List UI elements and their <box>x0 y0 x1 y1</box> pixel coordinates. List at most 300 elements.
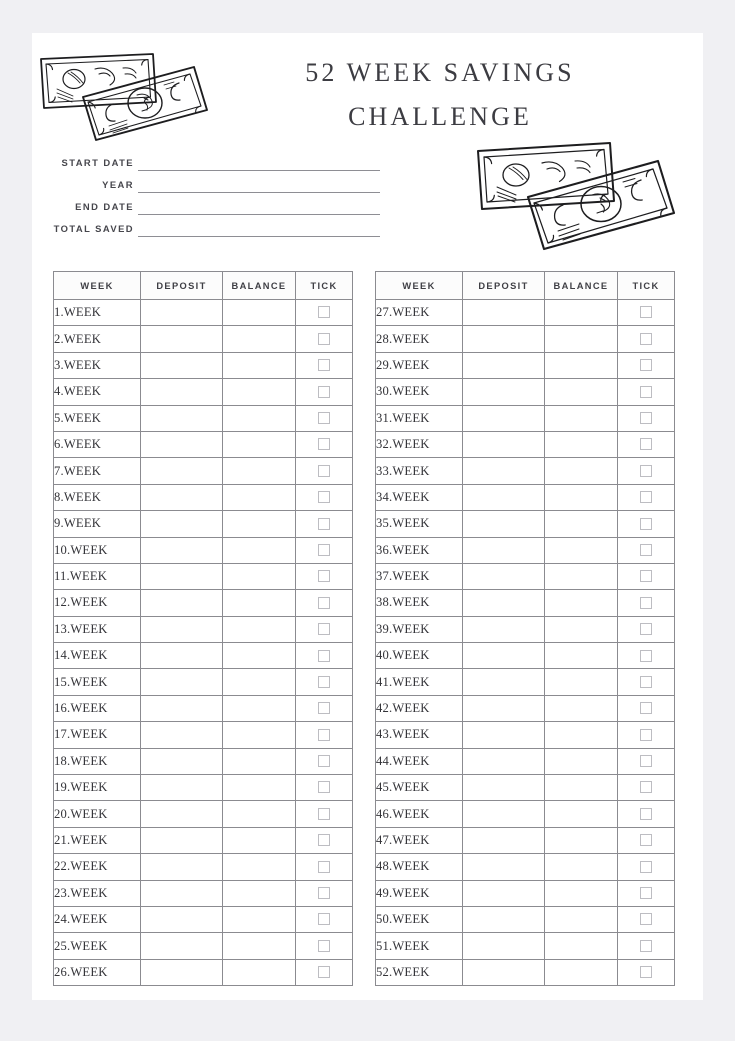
deposit-cell[interactable] <box>463 326 545 352</box>
tick-checkbox[interactable] <box>318 359 330 371</box>
table-row <box>376 616 675 642</box>
table-row <box>376 827 675 853</box>
table-row <box>376 933 675 959</box>
week-label-cell: 20.WEEK <box>54 801 141 827</box>
table-row <box>54 458 353 484</box>
balance-cell[interactable] <box>545 880 618 906</box>
tick-cell[interactable] <box>618 748 675 774</box>
tick-checkbox[interactable] <box>318 861 330 873</box>
tick-checkbox[interactable] <box>318 465 330 477</box>
balance-cell[interactable] <box>545 827 618 853</box>
deposit-cell[interactable] <box>463 431 545 457</box>
deposit-cell[interactable] <box>463 458 545 484</box>
balance-cell[interactable] <box>223 300 296 326</box>
deposit-cell[interactable] <box>141 643 223 669</box>
table-row <box>376 906 675 932</box>
deposit-cell[interactable] <box>141 537 223 563</box>
tick-cell[interactable] <box>296 484 353 510</box>
tick-checkbox[interactable] <box>318 333 330 345</box>
deposit-cell[interactable] <box>141 405 223 431</box>
balance-cell[interactable] <box>545 933 618 959</box>
tick-cell[interactable] <box>618 431 675 457</box>
tick-cell[interactable] <box>618 326 675 352</box>
table-body-left <box>54 300 353 986</box>
deposit-cell[interactable] <box>141 695 223 721</box>
deposit-cell[interactable] <box>463 906 545 932</box>
page-title-line-1: 52 WEEK SAVINGS <box>305 58 575 87</box>
tick-checkbox[interactable] <box>318 306 330 318</box>
tick-checkbox[interactable] <box>640 333 652 345</box>
tick-checkbox[interactable] <box>318 729 330 741</box>
table-row <box>376 695 675 721</box>
balance-cell[interactable] <box>223 405 296 431</box>
table-row <box>376 643 675 669</box>
deposit-cell[interactable] <box>141 827 223 853</box>
deposit-cell[interactable] <box>141 379 223 405</box>
week-label-cell: 51.WEEK <box>376 933 463 959</box>
total-saved-input[interactable] <box>138 236 380 237</box>
tick-cell[interactable] <box>296 326 353 352</box>
deposit-cell[interactable] <box>463 669 545 695</box>
balance-cell[interactable] <box>223 669 296 695</box>
tick-checkbox[interactable] <box>318 940 330 952</box>
balance-cell[interactable] <box>223 906 296 932</box>
tick-checkbox[interactable] <box>640 518 652 530</box>
tick-cell[interactable] <box>296 748 353 774</box>
table-row <box>54 563 353 589</box>
deposit-cell[interactable] <box>463 959 545 985</box>
balance-cell[interactable] <box>545 431 618 457</box>
page-title <box>240 51 640 139</box>
balance-cell[interactable] <box>223 563 296 589</box>
table-body-right <box>376 300 675 986</box>
table-row <box>54 484 353 510</box>
balance-cell[interactable] <box>545 379 618 405</box>
tick-cell[interactable] <box>618 669 675 695</box>
balance-cell[interactable] <box>223 643 296 669</box>
deposit-cell[interactable] <box>141 431 223 457</box>
tick-checkbox[interactable] <box>640 491 652 503</box>
balance-cell[interactable] <box>545 484 618 510</box>
page-title-line-2: CHALLENGE <box>348 102 532 131</box>
week-label-cell: 40.WEEK <box>376 643 463 669</box>
tick-cell[interactable] <box>618 643 675 669</box>
end-date-label: END DATE <box>75 201 134 212</box>
tick-cell[interactable] <box>296 959 353 985</box>
balance-cell[interactable] <box>223 326 296 352</box>
tick-checkbox[interactable] <box>640 861 652 873</box>
tick-checkbox[interactable] <box>640 386 652 398</box>
week-label-cell: 39.WEEK <box>376 616 463 642</box>
balance-cell[interactable] <box>545 563 618 589</box>
deposit-cell[interactable] <box>463 643 545 669</box>
tick-cell[interactable] <box>296 431 353 457</box>
tick-cell[interactable] <box>296 511 353 537</box>
tick-cell[interactable] <box>296 379 353 405</box>
tick-cell[interactable] <box>618 458 675 484</box>
deposit-cell[interactable] <box>141 563 223 589</box>
tick-cell[interactable] <box>296 352 353 378</box>
money-bills-sketch-top-right <box>462 131 708 251</box>
week-label-cell: 2.WEEK <box>54 326 141 352</box>
tick-cell[interactable] <box>296 827 353 853</box>
tick-cell[interactable] <box>296 695 353 721</box>
tick-checkbox[interactable] <box>640 306 652 318</box>
table-row <box>54 933 353 959</box>
week-label-cell: 24.WEEK <box>54 906 141 932</box>
deposit-cell[interactable] <box>141 590 223 616</box>
tick-cell[interactable] <box>618 484 675 510</box>
week-label-cell: 49.WEEK <box>376 880 463 906</box>
deposit-cell[interactable] <box>463 352 545 378</box>
form-row-total-saved <box>40 216 380 238</box>
tick-checkbox[interactable] <box>640 808 652 820</box>
deposit-cell[interactable] <box>463 695 545 721</box>
balance-cell[interactable] <box>545 748 618 774</box>
tick-checkbox[interactable] <box>640 597 652 609</box>
table-row <box>54 775 353 801</box>
balance-cell[interactable] <box>545 405 618 431</box>
table-row <box>54 854 353 880</box>
deposit-cell[interactable] <box>463 748 545 774</box>
deposit-cell[interactable] <box>141 880 223 906</box>
money-bills-sketch-top-left <box>27 41 217 141</box>
tick-checkbox[interactable] <box>318 755 330 767</box>
tick-cell[interactable] <box>618 906 675 932</box>
balance-cell[interactable] <box>223 379 296 405</box>
deposit-cell[interactable] <box>463 405 545 431</box>
start-date-label: START DATE <box>61 157 134 168</box>
table-row <box>376 537 675 563</box>
tick-checkbox[interactable] <box>640 465 652 477</box>
balance-cell[interactable] <box>223 458 296 484</box>
deposit-cell[interactable] <box>141 458 223 484</box>
total-saved-label: TOTAL SAVED <box>53 223 134 234</box>
week-label-cell: 46.WEEK <box>376 801 463 827</box>
balance-cell[interactable] <box>545 959 618 985</box>
tick-cell[interactable] <box>618 722 675 748</box>
table-row <box>54 748 353 774</box>
week-label-cell: 33.WEEK <box>376 458 463 484</box>
week-label-cell: 8.WEEK <box>54 484 141 510</box>
week-label-cell: 50.WEEK <box>376 906 463 932</box>
table-row <box>376 511 675 537</box>
week-label-cell: 21.WEEK <box>54 827 141 853</box>
deposit-cell[interactable] <box>141 722 223 748</box>
deposit-cell[interactable] <box>463 827 545 853</box>
tick-checkbox[interactable] <box>640 438 652 450</box>
tick-cell[interactable] <box>618 827 675 853</box>
balance-cell[interactable] <box>223 484 296 510</box>
balance-cell[interactable] <box>223 722 296 748</box>
week-label-cell: 26.WEEK <box>54 959 141 985</box>
tick-cell[interactable] <box>296 775 353 801</box>
tick-cell[interactable] <box>618 563 675 589</box>
week-label-cell: 32.WEEK <box>376 431 463 457</box>
tick-cell[interactable] <box>618 379 675 405</box>
balance-cell[interactable] <box>223 801 296 827</box>
tick-checkbox[interactable] <box>640 887 652 899</box>
table-row <box>376 326 675 352</box>
table-row <box>54 695 353 721</box>
deposit-cell[interactable] <box>463 300 545 326</box>
balance-cell[interactable] <box>545 458 618 484</box>
balance-cell[interactable] <box>545 695 618 721</box>
tick-checkbox[interactable] <box>318 518 330 530</box>
deposit-cell[interactable] <box>463 379 545 405</box>
tick-cell[interactable] <box>618 511 675 537</box>
balance-cell[interactable] <box>545 722 618 748</box>
tick-checkbox[interactable] <box>318 887 330 899</box>
balance-cell[interactable] <box>545 352 618 378</box>
deposit-cell[interactable] <box>141 616 223 642</box>
deposit-cell[interactable] <box>463 854 545 880</box>
tick-checkbox[interactable] <box>640 412 652 424</box>
table-row <box>376 880 675 906</box>
tick-cell[interactable] <box>618 801 675 827</box>
tick-cell[interactable] <box>618 880 675 906</box>
tick-cell[interactable] <box>296 643 353 669</box>
deposit-cell[interactable] <box>141 775 223 801</box>
tick-cell[interactable] <box>618 590 675 616</box>
balance-cell[interactable] <box>545 775 618 801</box>
tick-checkbox[interactable] <box>318 966 330 978</box>
balance-cell[interactable] <box>223 959 296 985</box>
table-row <box>54 431 353 457</box>
summary-form <box>40 150 380 238</box>
week-label-cell: 10.WEEK <box>54 537 141 563</box>
column-header-balance: BALANCE <box>545 272 618 300</box>
tick-cell[interactable] <box>618 300 675 326</box>
week-label-cell: 19.WEEK <box>54 775 141 801</box>
week-label-cell: 31.WEEK <box>376 405 463 431</box>
tick-cell[interactable] <box>296 854 353 880</box>
balance-cell[interactable] <box>545 326 618 352</box>
tick-checkbox[interactable] <box>640 966 652 978</box>
week-label-cell: 44.WEEK <box>376 748 463 774</box>
table-header-row <box>376 272 675 300</box>
deposit-cell[interactable] <box>463 484 545 510</box>
week-label-cell: 16.WEEK <box>54 695 141 721</box>
tick-cell[interactable] <box>618 352 675 378</box>
table-row <box>376 379 675 405</box>
balance-cell[interactable] <box>545 854 618 880</box>
tick-cell[interactable] <box>296 458 353 484</box>
deposit-cell[interactable] <box>141 959 223 985</box>
tick-checkbox[interactable] <box>318 676 330 688</box>
balance-cell[interactable] <box>223 590 296 616</box>
table-row <box>376 563 675 589</box>
tick-checkbox[interactable] <box>640 676 652 688</box>
tick-cell[interactable] <box>618 959 675 985</box>
table-row <box>376 669 675 695</box>
tick-checkbox[interactable] <box>318 438 330 450</box>
balance-cell[interactable] <box>545 669 618 695</box>
week-label-cell: 23.WEEK <box>54 880 141 906</box>
tick-checkbox[interactable] <box>640 940 652 952</box>
deposit-cell[interactable] <box>463 722 545 748</box>
tick-checkbox[interactable] <box>640 781 652 793</box>
table-row <box>54 590 353 616</box>
tick-cell[interactable] <box>296 405 353 431</box>
tick-cell[interactable] <box>296 590 353 616</box>
column-header-week: WEEK <box>54 272 141 300</box>
tick-checkbox[interactable] <box>640 834 652 846</box>
deposit-cell[interactable] <box>141 854 223 880</box>
tick-checkbox[interactable] <box>318 623 330 635</box>
balance-cell[interactable] <box>223 511 296 537</box>
table-row <box>376 801 675 827</box>
deposit-cell[interactable] <box>463 511 545 537</box>
balance-cell[interactable] <box>545 300 618 326</box>
tick-checkbox[interactable] <box>640 359 652 371</box>
tick-cell[interactable] <box>618 933 675 959</box>
tick-cell[interactable] <box>618 695 675 721</box>
tick-checkbox[interactable] <box>640 913 652 925</box>
deposit-cell[interactable] <box>141 484 223 510</box>
deposit-cell[interactable] <box>463 537 545 563</box>
balance-cell[interactable] <box>223 933 296 959</box>
tick-cell[interactable] <box>296 616 353 642</box>
balance-cell[interactable] <box>223 748 296 774</box>
deposit-cell[interactable] <box>463 563 545 589</box>
week-label-cell: 25.WEEK <box>54 933 141 959</box>
balance-cell[interactable] <box>223 827 296 853</box>
tick-checkbox[interactable] <box>640 623 652 635</box>
week-label-cell: 9.WEEK <box>54 511 141 537</box>
deposit-cell[interactable] <box>141 801 223 827</box>
deposit-cell[interactable] <box>141 300 223 326</box>
tick-checkbox[interactable] <box>318 570 330 582</box>
balance-cell[interactable] <box>223 537 296 563</box>
deposit-cell[interactable] <box>463 801 545 827</box>
tick-checkbox[interactable] <box>318 834 330 846</box>
tick-checkbox[interactable] <box>640 755 652 767</box>
week-label-cell: 35.WEEK <box>376 511 463 537</box>
table-row <box>54 352 353 378</box>
tick-cell[interactable] <box>296 669 353 695</box>
week-label-cell: 42.WEEK <box>376 695 463 721</box>
balance-cell[interactable] <box>545 511 618 537</box>
deposit-cell[interactable] <box>141 748 223 774</box>
balance-cell[interactable] <box>223 431 296 457</box>
deposit-cell[interactable] <box>141 511 223 537</box>
balance-cell[interactable] <box>223 854 296 880</box>
deposit-cell[interactable] <box>463 590 545 616</box>
balance-cell[interactable] <box>545 590 618 616</box>
week-label-cell: 52.WEEK <box>376 959 463 985</box>
savings-table-weeks-1-26 <box>53 271 352 986</box>
tick-cell[interactable] <box>618 775 675 801</box>
tick-checkbox[interactable] <box>318 544 330 556</box>
deposit-cell[interactable] <box>463 775 545 801</box>
week-label-cell: 36.WEEK <box>376 537 463 563</box>
tick-cell[interactable] <box>296 300 353 326</box>
year-input[interactable] <box>138 192 380 193</box>
tick-checkbox[interactable] <box>640 650 652 662</box>
week-label-cell: 30.WEEK <box>376 379 463 405</box>
column-header-week: WEEK <box>376 272 463 300</box>
balance-cell[interactable] <box>223 616 296 642</box>
tick-cell[interactable] <box>296 801 353 827</box>
tick-checkbox[interactable] <box>640 570 652 582</box>
balance-cell[interactable] <box>545 801 618 827</box>
tick-cell[interactable] <box>296 563 353 589</box>
tick-cell[interactable] <box>296 933 353 959</box>
tick-checkbox[interactable] <box>640 544 652 556</box>
tick-cell[interactable] <box>618 854 675 880</box>
week-label-cell: 1.WEEK <box>54 300 141 326</box>
week-label-cell: 12.WEEK <box>54 590 141 616</box>
tick-checkbox[interactable] <box>318 781 330 793</box>
tick-cell[interactable] <box>618 537 675 563</box>
balance-cell[interactable] <box>223 352 296 378</box>
week-label-cell: 27.WEEK <box>376 300 463 326</box>
table-row <box>54 511 353 537</box>
tick-cell[interactable] <box>296 537 353 563</box>
week-label-cell: 13.WEEK <box>54 616 141 642</box>
tick-checkbox[interactable] <box>318 808 330 820</box>
week-label-cell: 47.WEEK <box>376 827 463 853</box>
deposit-cell[interactable] <box>141 326 223 352</box>
week-label-cell: 3.WEEK <box>54 352 141 378</box>
tick-checkbox[interactable] <box>318 702 330 714</box>
table-row <box>54 959 353 985</box>
balance-cell[interactable] <box>545 537 618 563</box>
column-header-tick: TICK <box>296 272 353 300</box>
table-row <box>54 379 353 405</box>
table-row <box>376 352 675 378</box>
tick-checkbox[interactable] <box>318 491 330 503</box>
balance-cell[interactable] <box>545 643 618 669</box>
balance-cell[interactable] <box>223 695 296 721</box>
tick-checkbox[interactable] <box>640 702 652 714</box>
tick-checkbox[interactable] <box>640 729 652 741</box>
end-date-input[interactable] <box>138 214 380 215</box>
start-date-input[interactable] <box>138 170 380 171</box>
deposit-cell[interactable] <box>463 880 545 906</box>
deposit-cell[interactable] <box>141 906 223 932</box>
balance-cell[interactable] <box>545 906 618 932</box>
deposit-cell[interactable] <box>141 933 223 959</box>
form-row-start-date <box>40 150 380 172</box>
deposit-cell[interactable] <box>141 352 223 378</box>
tick-checkbox[interactable] <box>318 597 330 609</box>
tick-checkbox[interactable] <box>318 412 330 424</box>
tick-cell[interactable] <box>618 616 675 642</box>
tick-cell[interactable] <box>296 880 353 906</box>
table-row <box>54 405 353 431</box>
week-label-cell: 38.WEEK <box>376 590 463 616</box>
deposit-cell[interactable] <box>463 616 545 642</box>
tick-checkbox[interactable] <box>318 913 330 925</box>
balance-cell[interactable] <box>545 616 618 642</box>
table-row <box>54 669 353 695</box>
deposit-cell[interactable] <box>463 933 545 959</box>
table-row <box>54 801 353 827</box>
balance-cell[interactable] <box>223 880 296 906</box>
tick-checkbox[interactable] <box>318 386 330 398</box>
balance-cell[interactable] <box>223 775 296 801</box>
tick-cell[interactable] <box>296 906 353 932</box>
tick-checkbox[interactable] <box>318 650 330 662</box>
tick-cell[interactable] <box>618 405 675 431</box>
tick-cell[interactable] <box>296 722 353 748</box>
deposit-cell[interactable] <box>141 669 223 695</box>
table-row <box>376 854 675 880</box>
table-row <box>376 458 675 484</box>
table-row <box>376 748 675 774</box>
